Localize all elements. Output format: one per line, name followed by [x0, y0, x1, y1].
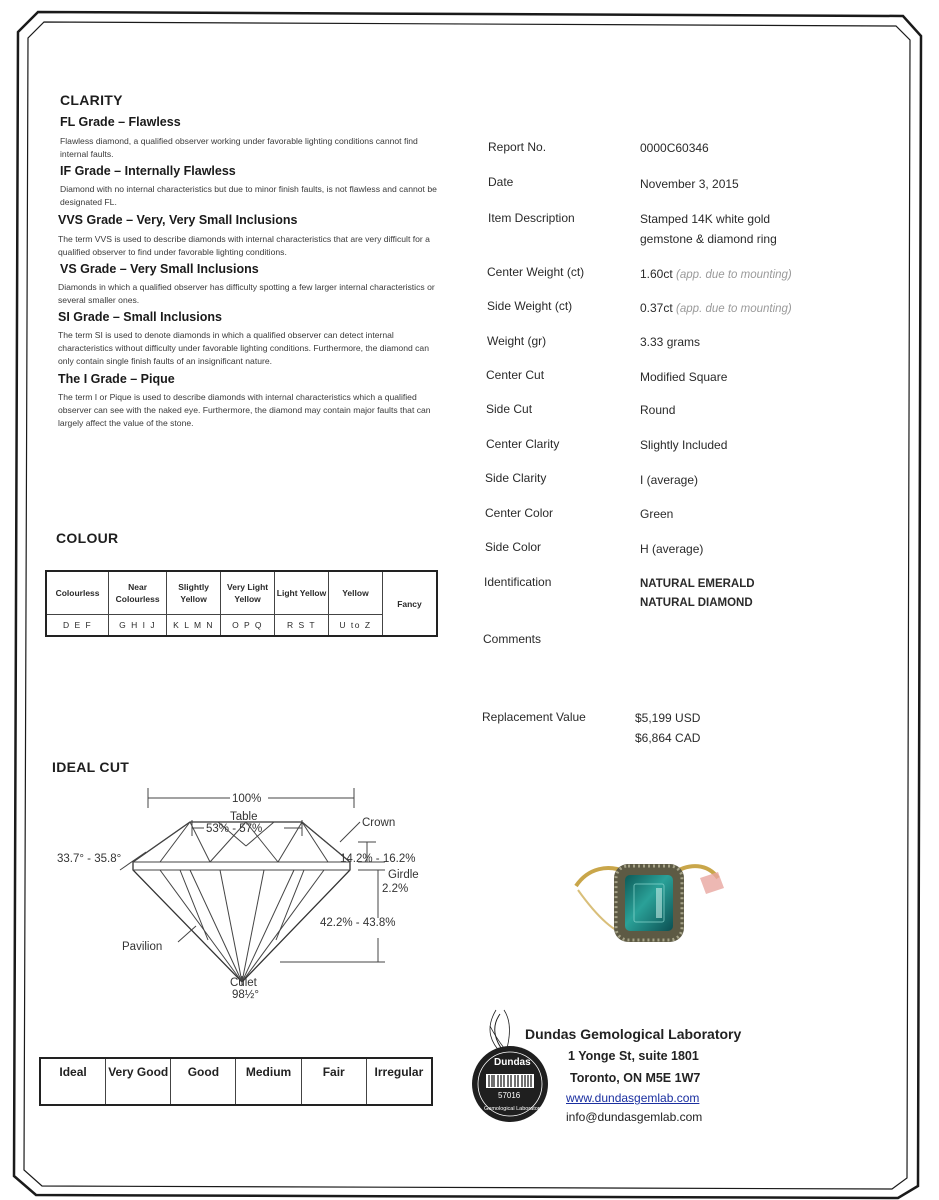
cut-grade-irregular: Irregular [366, 1058, 432, 1105]
field-label-identification: Identification [484, 575, 552, 589]
center-weight-note: (app. due to mounting) [676, 269, 792, 281]
field-label-center-clarity: Center Clarity [486, 437, 560, 451]
clarity-grade-desc-i: The term I or Pique is used to describe diamonds with internal characteristics which a qualified observer can see with the naked eye. Furthermore, the diamond may contain major faults that can largely affect the value of the stone. [58, 392, 431, 428]
colour-range-klmn: K L M N [167, 615, 221, 637]
seal-top-text: Dundas [494, 1057, 531, 1068]
diamond-proportions-diagram [40, 780, 440, 1010]
field-label-center-color: Center Color [485, 506, 554, 520]
field-value-item-description-line2: gemstone & diamond ring [640, 232, 777, 246]
lab-address-line2: Toronto, ON M5E 1W7 [570, 1071, 701, 1085]
seal-number: 57016 [498, 1091, 521, 1100]
colour-col-slightly-yellow: Slightly Yellow [167, 571, 221, 615]
field-label-side-color: Side Color [485, 540, 542, 554]
clarity-grade-desc-fl: Flawless diamond, a qualified observer working under favorable lighting conditions cannot find internal faults. [60, 136, 418, 159]
diagram-girdle-pct: 2.2% [382, 883, 409, 895]
field-value-report-no: 0000C60346 [640, 141, 709, 155]
diagram-pavilion-label: Pavilion [122, 941, 163, 953]
diagram-total-width: 100% [232, 793, 262, 805]
field-label-side-clarity: Side Clarity [485, 471, 547, 485]
clarity-grade-title-i: The I Grade – Pique [58, 372, 175, 386]
colour-col-light-yellow: Light Yellow [275, 571, 329, 615]
field-value-date: November 3, 2015 [640, 177, 739, 191]
clarity-grade-desc-vvs: The term VVS is used to describe diamonds with internal characteristics that are very difficult for a qualified observer to find under favorable lighting conditions. [58, 234, 430, 257]
field-value-side-clarity: I (average) [640, 473, 699, 487]
field-label-report-no: Report No. [488, 140, 547, 154]
field-value-center-cut: Modified Square [640, 370, 728, 384]
cut-grade-medium: Medium [236, 1058, 301, 1105]
colour-range-u-to-z: U to Z [329, 615, 383, 637]
colour-col-very-light-yellow: Very Light Yellow [221, 571, 275, 615]
colour-heading: COLOUR [56, 530, 119, 546]
side-weight-note: (app. due to mounting) [676, 303, 792, 315]
clarity-grade-desc-if: Diamond with no internal characteristics but due to minor finish faults, is not flawless and cannot be designated FL. [60, 184, 437, 207]
field-label-date: Date [488, 175, 514, 189]
clarity-grade-desc-vs: Diamonds in which a qualified observer has difficulty spotting a few larger internal characteristics or several smaller ones. [58, 282, 435, 305]
cut-grade-ideal: Ideal [40, 1058, 106, 1105]
field-label-side-weight: Side Weight (ct) [487, 299, 573, 313]
cut-grade-good: Good [171, 1058, 236, 1105]
lab-address-line1: 1 Yonge St, suite 1801 [568, 1049, 699, 1063]
clarity-grade-title-fl: FL Grade – Flawless [60, 115, 181, 129]
seal-bottom-text: Gemological Laboratory [484, 1106, 543, 1112]
center-weight-value: 1.60ct [640, 267, 673, 281]
ideal-cut-heading: IDEAL CUT [52, 759, 130, 775]
clarity-heading: CLARITY [60, 92, 123, 108]
field-value-replacement-cad: $6,864 CAD [635, 731, 701, 745]
field-value-identification: NATURAL EMERALD [640, 578, 755, 590]
side-weight-value: 0.37ct [640, 301, 673, 315]
colour-range-def: D E F [46, 615, 109, 637]
clarity-grade-title-vvs: VVS Grade – Very, Very Small Inclusions [58, 213, 298, 227]
cut-grade-very-good: Very Good [106, 1058, 171, 1105]
diagram-culet-angle: 98½° [232, 989, 259, 1001]
field-label-item-description: Item Description [488, 211, 575, 225]
diagram-crown-angle: 33.7° - 35.8° [57, 853, 122, 865]
clarity-grade-title-si: SI Grade – Small Inclusions [58, 310, 222, 324]
field-label-comments: Comments [483, 632, 542, 646]
colour-col-fancy: Fancy [382, 571, 437, 636]
field-value-center-clarity: Slightly Included [640, 438, 728, 452]
field-value-center-weight [640, 264, 792, 285]
clarity-grade-title-vs: VS Grade – Very Small Inclusions [60, 262, 259, 276]
diagram-table-label: Table [230, 811, 258, 823]
colour-scale-table [45, 570, 438, 637]
diagram-crown-label: Crown [362, 817, 396, 829]
clarity-grade-title-if: IF Grade – Internally Flawless [60, 164, 236, 178]
field-label-side-cut: Side Cut [486, 402, 533, 416]
colour-col-yellow: Yellow [329, 571, 383, 615]
field-value-side-color: H (average) [640, 542, 704, 556]
field-value-center-color: Green [640, 507, 674, 521]
diagram-girdle-label: Girdle [388, 869, 419, 881]
colour-range-opq: O P Q [221, 615, 275, 637]
lab-name: Dundas Gemological Laboratory [525, 1026, 742, 1042]
ring-photo [568, 838, 728, 958]
colour-range-ghij: G H I J [109, 615, 167, 637]
field-value-side-weight [640, 298, 792, 319]
lab-email[interactable]: info@dundasgemlab.com [566, 1110, 703, 1124]
cut-grade-fair: Fair [301, 1058, 366, 1105]
field-label-center-weight: Center Weight (ct) [487, 265, 585, 279]
diagram-table-range: 53% - 57% [206, 823, 263, 835]
cut-grade-scale-table [39, 1057, 433, 1106]
field-label-replacement-value: Replacement Value [482, 710, 586, 724]
field-label-center-cut: Center Cut [486, 368, 545, 382]
colour-col-near-colourless: Near Colourless [109, 571, 167, 615]
diagram-culet-label: Culet [230, 977, 257, 989]
diagram-pavilion-depth: 42.2% - 43.8% [320, 917, 396, 929]
clarity-grade-desc-si: The term SI is used to denote diamonds in which a qualified observer can detect internal characteristics without difficulty under favorable lighting conditions. Furthermore, the diamond can only contain single finish faults of an insignificant nature. [58, 330, 429, 366]
field-value-side-cut: Round [640, 403, 676, 417]
field-value-identification-line2: NATURAL DIAMOND [640, 597, 753, 609]
lab-website-link[interactable]: www.dundasgemlab.com [566, 1091, 700, 1105]
field-label-weight-gr: Weight (gr) [487, 334, 547, 348]
colour-range-rst: R S T [275, 615, 329, 637]
field-value-weight-gr: 3.33 grams [640, 335, 701, 349]
field-value-item-description: Stamped 14K white gold [640, 212, 771, 226]
field-value-replacement-usd: $5,199 USD [635, 711, 701, 725]
colour-col-colourless: Colourless [46, 571, 109, 615]
diagram-crown-height: 14.2% - 16.2% [340, 853, 416, 865]
